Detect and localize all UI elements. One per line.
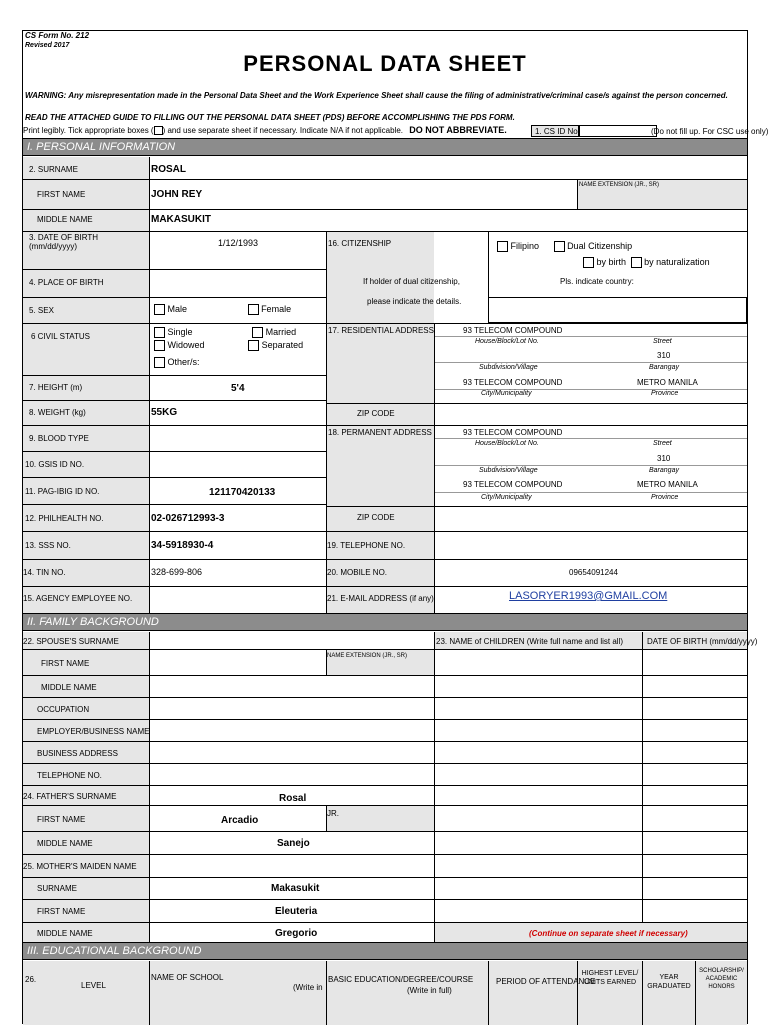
dual-note-1: If holder of dual citizenship, (363, 277, 460, 286)
sex-label: 5. SEX (29, 306, 54, 315)
residential-address-label: 17. RESIDENTIAL ADDRESS (328, 326, 434, 335)
dual-type-options: by birth by naturalization (583, 257, 710, 268)
height-label: 7. HEIGHT (m) (29, 383, 83, 392)
occupation-label: OCCUPATION (37, 705, 90, 714)
first-name-value[interactable]: JOHN REY (151, 189, 203, 200)
mother-surname-label: SURNAME (37, 884, 78, 893)
page-title: PERSONAL DATA SHEET (243, 51, 527, 76)
citizenship-options: Filipino Dual Citizenship (497, 241, 632, 252)
weight-label: 8. WEIGHT (kg) (29, 408, 86, 417)
mother-maiden-label: 25. MOTHER'S MAIDEN NAME (23, 862, 137, 871)
pagibig-value[interactable]: 121170420133 (209, 487, 276, 498)
father-ext-value[interactable]: JR. (327, 809, 339, 818)
edu-school-header: NAME OF SCHOOL (151, 973, 224, 982)
country-note: Pls. indicate country: (560, 277, 634, 286)
father-middle-value[interactable]: Sanejo (277, 838, 310, 849)
pagibig-label: 11. PAG-IBIG ID NO. (25, 487, 100, 496)
father-surname-label: 24. FATHER'S SURNAME (23, 792, 117, 801)
res-house-value[interactable]: 93 TELECOM COMPOUND (463, 326, 563, 335)
edu-level-header: LEVEL (81, 981, 106, 990)
agency-employee-label: 15. AGENCY EMPLOYEE NO. (23, 594, 133, 603)
civil-status-row-1: Single Married (154, 327, 296, 337)
dob-label: 3. DATE OF BIRTH (mm/dd/yyyy) (29, 233, 99, 251)
married-checkbox[interactable] (252, 327, 263, 338)
philhealth-label: 12. PHILHEALTH NO. (25, 514, 104, 523)
print-instructions: Print legibly. Tick appropriate boxes ( ) and use separate sheet if necessary. Indicate N/A if not applicable. DO NOT ABBREVIATE. (23, 125, 507, 135)
section-personal-information: I. PERSONAL INFORMATION (23, 138, 747, 156)
mother-middle-value[interactable]: Gregorio (275, 928, 318, 939)
perm-zip-label: ZIP CODE (357, 513, 395, 522)
father-first-label: FIRST NAME (37, 815, 86, 824)
edu-highest-header: HIGHEST LEVEL/ UNITS EARNED (581, 970, 639, 986)
father-surname-value[interactable]: Rosal (279, 793, 307, 804)
civil-status-row-2: Widowed Separated (154, 340, 303, 351)
by-birth-checkbox[interactable] (583, 257, 594, 268)
height-value[interactable]: 5'4 (231, 383, 245, 394)
form-number: CS Form No. 212 (25, 31, 90, 40)
perm-province-value[interactable]: METRO MANILA (637, 480, 698, 489)
email-value[interactable]: LASORYER1993@GMAIL.COM (509, 590, 668, 602)
guide-text: READ THE ATTACHED GUIDE TO FILLING OUT THE PERSONAL DATA SHEET (PDS) BEFORE ACCOMPLISHING THE PDS FORM. (25, 113, 515, 122)
mother-middle-label: MIDDLE NAME (37, 929, 93, 938)
surname-label: 2. SURNAME (29, 165, 78, 174)
warning-text: WARNING: Any misrepresentation made in the Personal Data Sheet and the Work Experience Sheet shall cause the filing of administrative/criminal case/s against the person concerned. (25, 91, 728, 100)
male-checkbox[interactable] (154, 304, 165, 315)
edu-year-header: YEAR GRADUATED (647, 974, 691, 990)
mother-first-label: FIRST NAME (37, 907, 86, 916)
edu-course-sub: (Write in full) (407, 986, 452, 995)
employer-label: EMPLOYER/BUSINESS NAME (37, 727, 150, 736)
res-zip-label: ZIP CODE (357, 409, 395, 418)
label-column-middle (326, 231, 434, 615)
tin-value[interactable]: 328-699-806 (151, 567, 203, 577)
civil-status-label: 6 CIVIL STATUS (31, 332, 90, 341)
spouse-middle-label: MIDDLE NAME (41, 683, 97, 692)
res-province-value[interactable]: METRO MANILA (637, 378, 698, 387)
middle-name-label: MIDDLE NAME (37, 215, 93, 224)
edu-period-header: PERIOD OF ATTENDANCE (496, 977, 596, 986)
perm-house-value[interactable]: 93 TELECOM COMPOUND (463, 428, 563, 437)
female-checkbox[interactable] (248, 304, 259, 315)
middle-name-value[interactable]: MAKASUKIT (151, 214, 211, 225)
mother-surname-value[interactable]: Makasukit (271, 883, 320, 894)
child-dob-label: DATE OF BIRTH (mm/dd/yyyy) (647, 637, 758, 646)
business-address-label: BUSINESS ADDRESS (37, 749, 118, 758)
name-extension-label: NAME EXTENSION (JR., SR) (579, 182, 660, 188)
perm-city-value[interactable]: 93 TELECOM COMPOUND (463, 480, 563, 489)
edu-course-header: BASIC EDUCATION/DEGREE/COURSE (328, 975, 474, 984)
csc-use-note: (Do not fill up. For CSC use only) (651, 127, 768, 136)
surname-value[interactable]: ROSAL (151, 164, 186, 175)
cs-id-field[interactable] (579, 125, 657, 137)
by-naturalization-checkbox[interactable] (631, 257, 642, 268)
email-label: 21. E-MAIL ADDRESS (if any) (327, 594, 434, 603)
single-checkbox[interactable] (154, 327, 165, 338)
civil-status-row-3: Other/s: (154, 357, 200, 368)
spouse-surname-label: 22. SPOUSE'S SURNAME (23, 637, 119, 646)
res-street-value[interactable]: 310 (657, 351, 671, 360)
filipino-checkbox[interactable] (497, 241, 508, 252)
dual-citizenship-checkbox[interactable] (554, 241, 565, 252)
edu-school-sub: (Write in (293, 983, 323, 992)
mother-first-value[interactable]: Eleuteria (275, 906, 318, 917)
edu-number: 26. (25, 975, 37, 984)
father-ext-cell (326, 805, 434, 831)
philhealth-value[interactable]: 02-026712993-3 (151, 513, 225, 524)
dob-value[interactable]: 1/12/1993 (218, 238, 259, 248)
dual-note-2: please indicate the details. (367, 297, 462, 306)
perm-street-value[interactable]: 310 (657, 454, 671, 463)
first-name-label: FIRST NAME (37, 190, 86, 199)
sss-label: 13. SSS NO. (25, 541, 71, 550)
spouse-telephone-label: TELEPHONE NO. (37, 771, 102, 780)
place-of-birth-label: 4. PLACE OF BIRTH (29, 278, 104, 287)
permanent-address-label: 18. PERMANENT ADDRESS (328, 428, 432, 437)
res-city-value[interactable]: 93 TELECOM COMPOUND (463, 378, 563, 387)
form-revision: Revised 2017 (25, 42, 70, 49)
cs-id-label: 1. CS ID No. (535, 127, 580, 136)
spouse-ext-label: NAME EXTENSION (JR., SR) (327, 653, 408, 659)
mobile-label: 20. MOBILE NO. (327, 568, 388, 577)
tick-sample-box (154, 126, 163, 135)
continue-note: (Continue on separate sheet if necessary) (529, 929, 688, 938)
mobile-value[interactable]: 09654091244 (569, 568, 618, 577)
telephone-label: 19. TELEPHONE NO. (327, 541, 406, 550)
blood-type-label: 9. BLOOD TYPE (29, 434, 89, 443)
section-educational-background: III. EDUCATIONAL BACKGROUND (23, 942, 747, 960)
father-middle-label: MIDDLE NAME (37, 839, 93, 848)
gsis-label: 10. GSIS ID NO. (25, 460, 85, 469)
weight-value[interactable]: 55KG (151, 407, 178, 418)
edu-honors-header: SCHOLARSHIP/ ACADEMIC HONORS (699, 968, 744, 990)
pds-form: CS Form No. 212 Revised 2017 PERSONAL DATA SHEET WARNING: Any misrepresentation made in the Personal Data Sheet and the Work Experience Sheet shall cause the filing of administrative/criminal case/s against the person concerned. READ THE ATTACHED GUIDE TO FILLING OUT THE PERSONAL DATA SHEET (PDS) BEFORE ACCOMPLISHING THE PDS FORM. Print legibly. Tick appropriate boxes ( ) and use separate sheet if necessary. Indicate N/A if not applicable. DO NOT ABBREVIATE. 1. CS ID No. (Do not fill up. For CSC use only) I. PERSONAL INFORMATION 2. SURNAME ROSAL FIRST NAME JOHN REY NAME EXTENSION (JR., SR) MIDDLE NAME MAKASUKIT 3. DATE OF BIRTH (mm/dd/yyyy) 1/12/1993 16. CITIZENSHIP Filipino Dual Citizenship by birth by naturalization If holder of dual citizenship, please indicate the details. Pls. indicate country: 4. PLACE OF BIRTH 5. SEX Male Female 6 CIVIL STATUS Single Married Widowed Separated Other/s: 17. RESIDENTIAL ADDRESS 93 TELECOM COMPOUND House/Block/Lot No. Street 310 Subdivision/Village Barangay 93 TELECOM COMPOUND METRO MANILA City/Municipality Province 7. HEIGHT (m) 5'4 8. WEIGHT (kg) 55KG ZIP CODE 9. BLOOD TYPE 18. PERMANENT ADDRESS 93 TELECOM COMPOUND House/Block/Lot No. Street 310 Subdivision/Village Barangay 93 TELECOM COMPOUND METRO MANILA City/Municipality Province 10. GSIS ID NO. 11. PAG-IBIG ID NO. 121170420133 12. PHILHEALTH NO. 02-026712993-3 ZIP CODE 13. SSS NO. 34-5918930-4 19. TELEPHONE NO. 14. TIN NO. 328-699-806 20. MOBILE NO. 09654091244 15. AGENCY EMPLOYEE NO. 21. E-MAIL ADDRESS (if any) LASORYER1993@GMAIL.COM II. FAMILY BACKGROUND 22. SPOUSE'S SURNAME 23. NAME of CHILDREN (Write full name and list all) DATE OF BIRTH (mm/dd/yyyy) FIRST NAME NAME EXTENSION (JR., SR) MIDDLE NAME OCCUPATION EMPLOYER/BUSINESS NAME BUSINESS ADDRESS TELEPHONE NO. 24. FATHER'S SURNAME Rosal FIRST NAME Arcadio JR. MIDDLE NAME Sanejo 25. MOTHER'S MAIDEN NAME SURNAME Makasukit FIRST NAME Eleuteria MIDDLE NAME Gregorio (Continue on separate sheet if necessary) III. EDUCATIONAL BACKGROUND 26. LEVEL NAME OF SCHOOL (Write in BASIC EDUCATION/DEGREE/COURSE (Write in full) PERIOD OF ATTENDANCE HIGHEST LEVEL/ UNITS EARNED YEAR GRADUATED SCHOLARSHIP/ ACADEMIC HONORS (22, 30, 748, 1024)
father-first-value[interactable]: Arcadio (221, 815, 259, 826)
spouse-first-label: FIRST NAME (41, 659, 90, 668)
family-label-column (23, 632, 149, 942)
section-family-background: II. FAMILY BACKGROUND (23, 613, 747, 631)
others-checkbox[interactable] (154, 357, 165, 368)
citizenship-label: 16. CITIZENSHIP (328, 239, 392, 248)
widowed-checkbox[interactable] (154, 340, 165, 351)
sss-value[interactable]: 34-5918930-4 (151, 540, 214, 551)
children-label: 23. NAME of CHILDREN (Write full name and list all) (436, 637, 624, 646)
country-field[interactable] (488, 297, 747, 323)
separated-checkbox[interactable] (248, 340, 259, 351)
tin-label: 14. TIN NO. (23, 568, 66, 577)
sex-options: Male Female (154, 304, 291, 315)
